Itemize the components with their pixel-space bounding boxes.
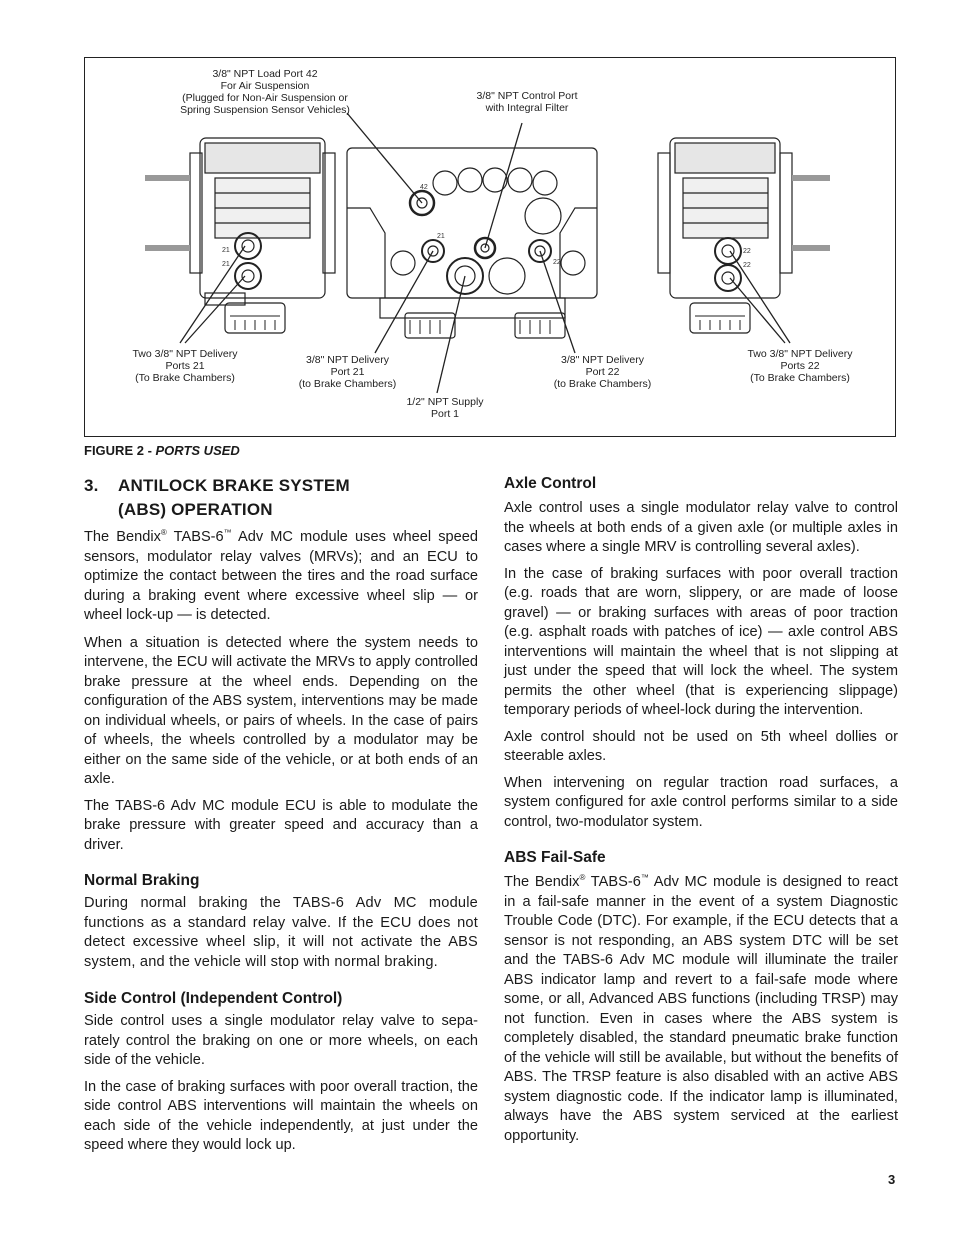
section-heading [84, 474, 478, 522]
port-label-42: 42 [420, 184, 428, 191]
normal-braking-heading: Normal Braking [84, 872, 200, 889]
axle-control-paragraph-3: Axle control should not be used on 5th wheel dollies or steerable axles. [504, 728, 898, 764]
left-port-label-21a: 21 [222, 247, 230, 254]
callout-supply-port: 1/2" NPT Supply Port 1 [406, 396, 484, 420]
callout-port-22: 3/8" NPT Delivery Port 22 (to Brake Chambers) [553, 354, 652, 390]
intervention-paragraph: When a situation is detected where the system needs to intervene, the ECU will activate the MRVs to apply controlled brake pressure at the wheel ends. Depending on the configuration of the ABS system, interventions may be made on individual wheels, or pairs of wheels. In the case of pairs of wheels, the wheels controlled by a modulator may be either on the same side of the vehicle, or at both ends of an axle. [84, 634, 478, 787]
intro-paragraph: The Bendix® TABS-6™ Adv MC module uses wheel speed sensors, modulator relay valves (MRVs); and an ECU to optimize the contact between the tires and the road surface during a braking event where excessive wheel slip — or wheel lock-up — is detected. [84, 528, 478, 623]
side-control-paragraph-1: Side control uses a single modulator relay valve to sepa-rately control the braking on one or more wheels, on each side of the vehicle. [84, 1013, 478, 1068]
left-column [84, 474, 478, 1156]
axle-control-paragraph-2: In the case of braking surfaces with poor overall traction (e.g. roads that are worn, slippery, or are made of loose gravel) — or braking surfaces with areas of poor traction (e.g. asphalt roads with patches of ice) — axle control ABS interventions will maintain the wheel that is not slipping at just under the speed that will lock the wheel. The system permits the other wheel (that is experiencing slippage) temporary periods of wheel-lock during the intervention. [504, 565, 898, 718]
section-title-line2: (ABS) OPERATION [118, 500, 273, 519]
ecu-paragraph: The TABS-6 Adv MC module ECU is able to modulate the brake pressure with greater speed and accuracy than a driver. [84, 797, 478, 853]
callout-port-21: 3/8" NPT Delivery Port 21 (to Brake Chambers) [298, 354, 397, 390]
port-label-22: 22 [553, 259, 561, 266]
page-number: 3 [888, 1172, 896, 1187]
callout-two-ports-22: Two 3/8" NPT Delivery Ports 22 (To Brake Chambers) [747, 348, 853, 384]
figure-caption: FIGURE 2 - PORTS USED [84, 443, 240, 458]
axle-control-paragraph-1: Axle control uses a single modulator relay valve to control the wheels at both ends of a given axle (or multiple axles in cases where a single MRV is controlling several axles). [504, 500, 898, 555]
callout-control-port: 3/8" NPT Control Port with Integral Filter [476, 90, 578, 114]
callout-load-port: 3/8" NPT Load Port 42 For Air Suspension (Plugged for Non-Air Suspension or Spring Suspension Sensor Vehicles) [180, 68, 350, 116]
normal-braking-paragraph: During normal braking the TABS-6 Adv MC module functions as a standard relay valve. If the ECU does not detect excessive wheel slip, it will not activate the ABS system, and the vehicle will stop with normal braking. [84, 895, 478, 970]
abs-fail-safe-paragraph: The Bendix® TABS-6™ Adv MC module is designed to react in a fail-safe manner in the event of a system Diagnostic Trouble Code (DTC). For example, if the ECU detects that a sensor is not responding, an ABS system DTC will be set and the TABS-6 Adv MC module will illuminate the trailer ABS indicator lamp and revert to a fail-safe mode where some, or all, Advanced ABS functions (including TRSP) may not function. Even in cases where the ABS system is completely disabled, the standard pneumatic brake function of the vehicle will still be available, but without the benefits of ABS. The TRSP feature is also disabled with an active ABS system diagnostic code. If the indicator lamp is illuminated, always have the ABS system serviced at the earliest opportunity. [504, 873, 898, 1144]
right-column [504, 474, 898, 1146]
port-label-21: 21 [437, 233, 445, 240]
axle-control-paragraph-4: When intervening on regular traction road surfaces, a system configured for axle control performs similar to a side control, two-modulator system. [504, 774, 898, 830]
right-port-label-22b: 22 [743, 262, 751, 269]
section-number: 3. [84, 476, 99, 495]
right-port-label-22a: 22 [743, 248, 751, 255]
ports-figure [84, 57, 896, 437]
abs-fail-safe-heading: ABS Fail-Safe [504, 849, 606, 866]
axle-control-heading: Axle Control [504, 475, 597, 492]
section-title-line1: ANTILOCK BRAKE SYSTEM [118, 476, 350, 495]
side-control-heading: Side Control (Independent Control) [84, 990, 343, 1007]
left-side-view [145, 138, 335, 333]
side-control-paragraph-2: In the case of braking surfaces with poor overall traction, the side control ABS interventions will maintain the wheels on each side of the vehicle independently, at just under the speed where they would lock up. [84, 1078, 478, 1153]
left-port-label-21b: 21 [222, 261, 230, 268]
callout-two-ports-21: Two 3/8" NPT Delivery Ports 21 (To Brake Chambers) [132, 348, 238, 384]
right-side-view [658, 138, 830, 333]
